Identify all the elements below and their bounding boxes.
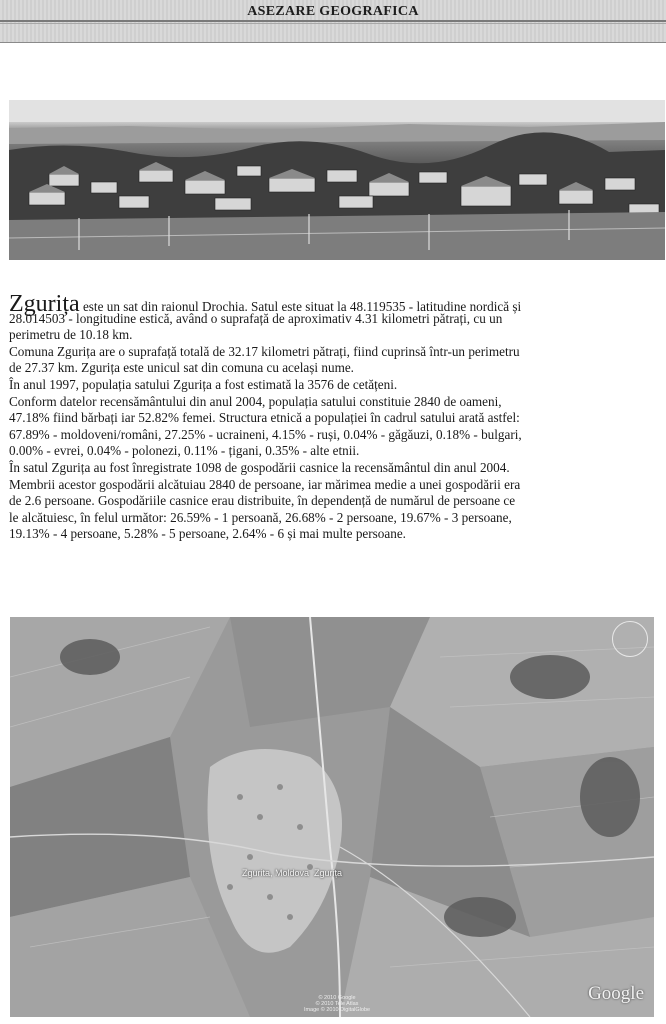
article-line: În satul Zgurița au fost înregistrate 1098 de gospodării casnice la recensământul din anul 2004. [9,459,510,475]
header-rule-secondary [0,23,666,24]
article-line-1 [9,291,666,317]
article-line: perimetru de 10.18 km. [9,327,133,343]
article-line: 47.18% fiind bărbați iar 52.82% femei. Structura etnică a populației în cadrul satului arată astfel: [9,410,520,426]
map-road-label: Zgurița [314,868,343,878]
article-line: de 27.37 km. Zgurița este unicul sat din comuna cu același nume. [9,360,354,376]
article-line: 0.00% - evrei, 0.04% - polonezi, 0.11% - țigani, 0.35% - alte etnii. [9,443,360,459]
map-place-label: Zgurita, Moldova [242,868,310,878]
page-header [0,0,666,43]
map-copyright [302,995,372,1013]
satellite-map-drawing [10,617,654,1017]
page-title: ASEZARE GEOGRAFICA [247,4,419,19]
article-line: Comuna Zgurița are o suprafață totală de 32.17 kilometri pătrați, fiind cuprinsă într-un perimetru [9,343,520,359]
satellite-map [10,617,654,1017]
article-line: Conform datelor recensământului din anul 2004, populația satului constituie 2840 de oameni, [9,393,502,409]
map-copyright-line: © 2010 Google [318,995,356,1001]
map-copyright-line: Image © 2010 DigitalGlobe [303,1007,371,1013]
article-line: 67.89% - moldoveni/români, 27.25% - ucraineni, 4.15% - ruși, 0.04% - găgăuzi, 0.18% - bulgari, [9,426,522,442]
article-line: 28.014503 - longitudine estică, având o suprafață de aproximativ 4.31 kilometri pătrați, cu un [9,310,503,326]
google-logo: Google [588,983,644,1004]
article-text [9,291,666,543]
article-line: 19.13% - 4 persoane, 5.28% - 5 persoane, 2.64% - 6 și mai multe persoane. [9,526,406,542]
article-line: de 2.6 persoane. Gospodăriile casnice erau distribuite, în dependență de numărul de persoane ce [9,493,516,509]
article-line-1-rest: este un sat din raionul Drochia. Satul este situat la 48.119535 - latitudine nordică și [79,299,522,314]
village-photo-drawing [9,100,665,260]
map-copyright-line: © 2010 Tele Atlas [315,1001,359,1007]
article-line: Membrii acestor gospodării alcătuiau 2840 de persoane, iar mărimea medie a unei gospodării era [9,476,521,492]
compass-rose[interactable] [612,621,648,657]
article-line: În anul 1997, populația satului Zgurița a fost estimată la 3576 de cetățeni. [9,376,398,392]
header-rule [0,20,666,22]
article-line: le alcătuiesc, în felul următor: 26.59% - 1 persoană, 26.68% - 2 persoane, 19.67% - 3 persoane, [9,509,512,525]
village-photo [9,100,665,260]
lead-word: Zgurița [9,291,80,317]
